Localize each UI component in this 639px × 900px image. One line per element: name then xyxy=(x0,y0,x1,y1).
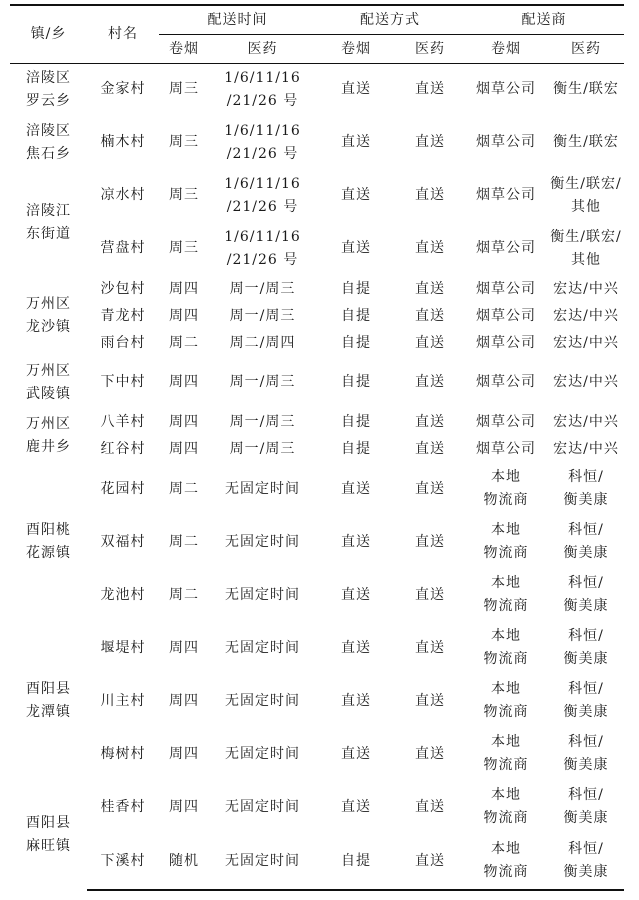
supplier-cigarette-cell-line: 物流商 xyxy=(483,704,529,720)
supplier-cigarette-cell-line: 物流商 xyxy=(483,598,529,614)
method-medicine-cell: 直送 xyxy=(415,81,445,98)
village-cell: 青龙村 xyxy=(100,307,146,324)
time-cigarette-cell: 周四 xyxy=(169,280,199,297)
time-cigarette-cell: 周四 xyxy=(169,307,199,324)
time-cigarette-cell: 随机 xyxy=(159,834,209,890)
supplier-cigarette-cell-line: 烟草公司 xyxy=(476,81,536,98)
method-medicine-cell: 直送 xyxy=(415,187,445,203)
time-medicine-cell-line: /21/26 号 xyxy=(226,92,299,109)
time-cigarette-cell: 周三 xyxy=(169,134,199,150)
town-cell-line: 酉阳县 xyxy=(26,681,71,697)
village-cell: 营盘村 xyxy=(100,240,146,256)
method-cigarette-cell: 直送 xyxy=(341,533,371,550)
supplier-medicine-cell-line: 衡生/联宏/ xyxy=(550,175,622,192)
time-cigarette-cell: 周四 xyxy=(169,440,199,457)
town-cell xyxy=(10,781,87,890)
time-medicine-cell-line: /21/26 号 xyxy=(226,251,299,268)
supplier-medicine-cell-line: 衡美康 xyxy=(563,864,609,880)
supplier-cigarette-cell-line: 烟草公司 xyxy=(476,440,536,457)
time-medicine-cell xyxy=(209,781,316,834)
village-cell: 红谷村 xyxy=(100,440,146,457)
time-medicine-cell-line: /21/26 号 xyxy=(226,198,299,215)
method-cigarette-cell: 自提 xyxy=(341,374,371,390)
supplier-medicine-cell xyxy=(548,781,624,834)
method-medicine-cell: 直送 xyxy=(415,413,445,430)
supplier-cigarette-cell-line: 烟草公司 xyxy=(476,374,536,390)
supplier-medicine-cell xyxy=(548,303,624,330)
time-cigarette-cell: 周二 xyxy=(169,334,199,351)
village-cell: 龙池村 xyxy=(100,586,146,603)
time-medicine-cell-line: 无固定时间 xyxy=(225,745,300,762)
time-medicine-cell xyxy=(209,222,316,276)
supplier-medicine-cell xyxy=(548,834,624,890)
supplier-medicine-cell xyxy=(548,222,624,276)
supplier-medicine-cell-line: 科恒/ xyxy=(568,734,604,750)
subheader-method-medicine: 医药 xyxy=(396,35,464,64)
supplier-medicine-cell xyxy=(548,436,624,463)
method-medicine-cell: 直送 xyxy=(415,586,445,603)
time-cigarette-cell: 周三 xyxy=(169,187,199,203)
supplier-cigarette-cell xyxy=(464,276,548,303)
supplier-medicine-cell-line: 宏达/中兴 xyxy=(553,413,619,430)
supplier-cigarette-cell-line: 本地 xyxy=(491,681,521,697)
supplier-cigarette-cell-line: 烟草公司 xyxy=(476,240,536,256)
supplier-medicine-cell-line: 科恒/ xyxy=(568,522,604,538)
time-medicine-cell xyxy=(209,834,316,890)
method-medicine-cell: 直送 xyxy=(415,334,445,351)
method-medicine-cell: 直送 xyxy=(396,834,464,890)
supplier-medicine-cell xyxy=(548,116,624,170)
time-cigarette-cell: 周三 xyxy=(169,81,199,98)
supplier-cigarette-cell-line: 物流商 xyxy=(483,810,529,826)
town-cell xyxy=(10,463,87,622)
village-cell: 八羊村 xyxy=(100,413,146,430)
supplier-cigarette-cell-line: 烟草公司 xyxy=(476,307,536,324)
time-cigarette-cell: 周二 xyxy=(169,480,199,497)
supplier-cigarette-cell-line: 物流商 xyxy=(483,651,529,667)
method-cigarette-cell: 直送 xyxy=(341,187,371,203)
supplier-medicine-cell xyxy=(548,463,624,516)
village-cell: 川主村 xyxy=(100,692,146,709)
supplier-cigarette-cell-line: 本地 xyxy=(491,469,521,485)
time-medicine-cell xyxy=(209,64,316,116)
method-cigarette-cell: 直送 xyxy=(341,240,371,256)
supplier-medicine-cell-line: 宏达/中兴 xyxy=(553,374,619,390)
method-cigarette-cell: 自提 xyxy=(341,307,371,324)
town-cell-line: 东街道 xyxy=(26,225,71,242)
supplier-cigarette-cell xyxy=(464,436,548,463)
supplier-medicine-cell-line: 科恒/ xyxy=(568,575,604,591)
supplier-medicine-cell-line: 衡生/联宏/ xyxy=(550,228,622,245)
time-medicine-cell xyxy=(209,116,316,170)
header-town: 镇/乡 xyxy=(10,5,87,64)
method-medicine-cell: 直送 xyxy=(415,280,445,297)
supplier-cigarette-cell-line: 烟草公司 xyxy=(476,334,536,351)
method-medicine-cell: 直送 xyxy=(415,480,445,497)
supplier-cigarette-cell xyxy=(464,409,548,436)
town-cell-line: 万州区 xyxy=(26,296,71,312)
supplier-medicine-cell xyxy=(548,569,624,622)
supplier-medicine-cell-line: 宏达/中兴 xyxy=(553,440,619,457)
method-medicine-cell: 直送 xyxy=(415,639,445,656)
town-cell xyxy=(10,170,87,276)
table-row xyxy=(10,222,624,276)
time-medicine-cell xyxy=(209,409,316,436)
supplier-medicine-cell-line: 其他 xyxy=(571,198,601,215)
supplier-cigarette-cell-line: 本地 xyxy=(491,841,521,857)
time-cigarette-cell: 周三 xyxy=(169,240,199,256)
time-medicine-cell-line: 周一/周三 xyxy=(229,374,296,390)
supplier-cigarette-cell xyxy=(464,569,548,622)
table-row xyxy=(10,170,624,222)
town-cell-line: 焦石乡 xyxy=(26,145,71,162)
table-row xyxy=(10,357,624,409)
supplier-medicine-cell-line: 科恒/ xyxy=(568,841,604,857)
village-cell: 堰堤村 xyxy=(100,639,146,656)
supplier-medicine-cell-line: 衡美康 xyxy=(563,757,609,773)
village-cell: 金家村 xyxy=(100,81,146,98)
method-cigarette-cell: 直送 xyxy=(341,480,371,497)
supplier-cigarette-cell xyxy=(464,170,548,222)
town-cell-line: 罗云乡 xyxy=(26,92,71,109)
time-medicine-cell xyxy=(209,569,316,622)
town-cell-line: 万州区 xyxy=(26,415,71,432)
village-cell: 雨台村 xyxy=(100,334,146,351)
method-cigarette-cell: 直送 xyxy=(341,745,371,762)
town-cell xyxy=(10,116,87,170)
town-cell xyxy=(10,357,87,409)
table-row xyxy=(10,569,624,622)
supplier-cigarette-cell-line: 烟草公司 xyxy=(476,134,536,150)
supplier-medicine-cell-line: 科恒/ xyxy=(568,681,604,697)
time-cigarette-cell: 周四 xyxy=(169,745,199,762)
header-delivery-method: 配送方式 xyxy=(316,5,464,35)
supplier-cigarette-cell-line: 物流商 xyxy=(483,757,529,773)
village-cell: 沙包村 xyxy=(100,280,146,297)
supplier-medicine-cell xyxy=(548,622,624,675)
method-cigarette-cell: 自提 xyxy=(341,280,371,297)
method-medicine-cell: 直送 xyxy=(415,134,445,150)
supplier-cigarette-cell xyxy=(464,357,548,409)
method-medicine-cell: 直送 xyxy=(415,240,445,256)
time-medicine-cell-line: 无固定时间 xyxy=(225,798,300,815)
table-row xyxy=(10,303,624,330)
table-row xyxy=(10,781,624,834)
supplier-medicine-cell xyxy=(548,675,624,728)
table-row xyxy=(10,409,624,436)
village-cell: 桂香村 xyxy=(100,798,146,815)
supplier-medicine-cell-line: 衡美康 xyxy=(563,492,609,508)
supplier-medicine-cell-line: 衡美康 xyxy=(563,545,609,561)
supplier-medicine-cell xyxy=(548,728,624,781)
village-cell: 双福村 xyxy=(100,533,146,550)
method-cigarette-cell: 自提 xyxy=(316,834,396,890)
town-cell-line: 龙潭镇 xyxy=(26,704,71,720)
method-cigarette-cell: 直送 xyxy=(341,639,371,656)
supplier-medicine-cell-line: 宏达/中兴 xyxy=(553,280,619,297)
town-cell xyxy=(10,409,87,463)
time-medicine-cell xyxy=(209,728,316,781)
method-cigarette-cell: 直送 xyxy=(341,586,371,603)
method-cigarette-cell: 直送 xyxy=(341,692,371,709)
supplier-cigarette-cell xyxy=(464,675,548,728)
supplier-cigarette-cell xyxy=(464,64,548,116)
time-medicine-cell xyxy=(209,357,316,409)
time-medicine-cell-line: 无固定时间 xyxy=(225,639,300,656)
supplier-medicine-cell xyxy=(548,409,624,436)
town-cell-line: 涪陵区 xyxy=(26,122,71,139)
time-cigarette-cell: 周四 xyxy=(169,692,199,709)
time-medicine-cell-line: 无固定时间 xyxy=(225,586,300,603)
supplier-medicine-cell xyxy=(548,170,624,222)
village-cell: 下溪村 xyxy=(87,834,159,890)
town-cell xyxy=(10,622,87,781)
supplier-cigarette-cell-line: 本地 xyxy=(491,522,521,538)
table-row xyxy=(10,728,624,781)
table-row xyxy=(10,276,624,303)
time-medicine-cell-line: 周一/周三 xyxy=(229,280,296,297)
town-cell-line: 涪陵江 xyxy=(26,202,71,219)
table-row xyxy=(10,64,624,116)
method-medicine-cell: 直送 xyxy=(415,798,445,815)
town-cell-line: 酉阳县 xyxy=(26,815,71,831)
subheader-method-cigarette: 卷烟 xyxy=(316,35,396,64)
town-cell-line: 万州区 xyxy=(26,362,71,379)
time-medicine-cell-line: 无固定时间 xyxy=(225,852,300,869)
header-delivery-time: 配送时间 xyxy=(159,5,316,35)
method-cigarette-cell: 自提 xyxy=(341,334,371,351)
table-row xyxy=(10,834,624,890)
village-cell: 凉水村 xyxy=(100,187,146,203)
time-medicine-cell xyxy=(209,276,316,303)
time-medicine-cell-line: 无固定时间 xyxy=(225,692,300,709)
time-cigarette-cell: 周二 xyxy=(169,586,199,603)
table-row xyxy=(10,116,624,170)
supplier-medicine-cell xyxy=(548,64,624,116)
supplier-medicine-cell-line: 衡生/联宏 xyxy=(553,81,619,98)
supplier-cigarette-cell xyxy=(464,116,548,170)
town-cell-line: 麻旺镇 xyxy=(26,838,71,854)
method-cigarette-cell: 自提 xyxy=(341,413,371,430)
supplier-cigarette-cell xyxy=(464,303,548,330)
time-medicine-cell-line: /21/26 号 xyxy=(226,145,299,162)
method-cigarette-cell: 直送 xyxy=(341,81,371,98)
time-medicine-cell xyxy=(209,330,316,357)
time-cigarette-cell: 周二 xyxy=(169,533,199,550)
supplier-cigarette-cell xyxy=(464,622,548,675)
method-cigarette-cell: 自提 xyxy=(341,440,371,457)
time-medicine-cell xyxy=(209,303,316,330)
table-row xyxy=(10,463,624,516)
supplier-medicine-cell-line: 宏达/中兴 xyxy=(553,334,619,351)
town-cell-line: 涪陵区 xyxy=(26,69,71,86)
supplier-medicine-cell xyxy=(548,357,624,409)
supplier-cigarette-cell-line: 本地 xyxy=(491,734,521,750)
supplier-cigarette-cell xyxy=(464,781,548,834)
village-cell: 楠木村 xyxy=(100,134,146,150)
village-cell: 下中村 xyxy=(100,374,146,390)
supplier-cigarette-cell-line: 物流商 xyxy=(483,864,529,880)
supplier-medicine-cell xyxy=(548,330,624,357)
supplier-medicine-cell-line: 衡美康 xyxy=(563,651,609,667)
time-cigarette-cell: 周四 xyxy=(169,639,199,656)
supplier-medicine-cell xyxy=(548,276,624,303)
time-medicine-cell-line: 周一/周三 xyxy=(229,413,296,430)
table-body xyxy=(10,64,624,890)
method-medicine-cell: 直送 xyxy=(415,745,445,762)
town-cell-line: 酉阳桃 xyxy=(26,522,71,538)
supplier-medicine-cell-line: 衡美康 xyxy=(563,704,609,720)
supplier-cigarette-cell-line: 烟草公司 xyxy=(476,280,536,297)
method-medicine-cell: 直送 xyxy=(415,307,445,324)
method-medicine-cell: 直送 xyxy=(415,374,445,390)
method-cigarette-cell: 直送 xyxy=(341,134,371,150)
table-row xyxy=(10,622,624,675)
supplier-cigarette-cell xyxy=(464,222,548,276)
town-cell-line: 花源镇 xyxy=(26,545,71,561)
time-medicine-cell-line: 1/6/11/16 xyxy=(224,122,301,139)
method-medicine-cell: 直送 xyxy=(415,692,445,709)
supplier-medicine-cell-line: 科恒/ xyxy=(568,628,604,644)
town-cell-line: 鹿井乡 xyxy=(26,438,71,455)
time-medicine-cell xyxy=(209,516,316,569)
time-medicine-cell xyxy=(209,463,316,516)
time-medicine-cell-line: 周二/周四 xyxy=(229,334,296,351)
time-medicine-cell xyxy=(209,170,316,222)
supplier-medicine-cell-line: 其他 xyxy=(571,251,601,268)
header-supplier: 配送商 xyxy=(464,5,624,35)
header-row-top xyxy=(10,5,624,35)
subheader-supplier-cigarette: 卷烟 xyxy=(464,35,548,64)
table-row xyxy=(10,436,624,463)
supplier-cigarette-cell xyxy=(464,516,548,569)
supplier-cigarette-cell xyxy=(464,330,548,357)
supplier-cigarette-cell xyxy=(464,728,548,781)
town-cell xyxy=(10,64,87,116)
table-row xyxy=(10,675,624,728)
time-medicine-cell-line: 周一/周三 xyxy=(229,307,296,324)
supplier-medicine-cell-line: 衡美康 xyxy=(563,810,609,826)
time-medicine-cell-line: 1/6/11/16 xyxy=(224,228,301,245)
supplier-medicine-cell xyxy=(548,516,624,569)
supplier-cigarette-cell xyxy=(464,463,548,516)
village-cell: 梅树村 xyxy=(100,745,146,762)
table-row xyxy=(10,516,624,569)
supplier-cigarette-cell xyxy=(464,834,548,890)
supplier-cigarette-cell-line: 烟草公司 xyxy=(476,413,536,430)
supplier-cigarette-cell-line: 本地 xyxy=(491,787,521,803)
time-medicine-cell-line: 1/6/11/16 xyxy=(224,175,301,192)
time-cigarette-cell: 周四 xyxy=(169,374,199,390)
supplier-medicine-cell-line: 衡生/联宏 xyxy=(553,134,619,150)
subheader-time-medicine: 医药 xyxy=(209,35,316,64)
table-row xyxy=(10,330,624,357)
supplier-medicine-cell-line: 衡美康 xyxy=(563,598,609,614)
header-village: 村名 xyxy=(87,5,159,64)
supplier-cigarette-cell-line: 本地 xyxy=(491,575,521,591)
supplier-cigarette-cell-line: 烟草公司 xyxy=(476,187,536,203)
town-cell-line: 龙沙镇 xyxy=(26,319,71,335)
supplier-cigarette-cell-line: 物流商 xyxy=(483,545,529,561)
town-cell-line: 武陵镇 xyxy=(26,385,71,402)
time-medicine-cell-line: 无固定时间 xyxy=(225,480,300,497)
time-medicine-cell xyxy=(209,622,316,675)
subheader-supplier-medicine: 医药 xyxy=(548,35,624,64)
supplier-cigarette-cell-line: 本地 xyxy=(491,628,521,644)
subheader-time-cigarette: 卷烟 xyxy=(159,35,209,64)
delivery-table xyxy=(10,4,624,891)
time-medicine-cell xyxy=(209,675,316,728)
time-medicine-cell-line: 周一/周三 xyxy=(229,440,296,457)
time-cigarette-cell: 周四 xyxy=(169,798,199,815)
method-medicine-cell: 直送 xyxy=(415,533,445,550)
supplier-cigarette-cell-line: 物流商 xyxy=(483,492,529,508)
town-cell xyxy=(10,276,87,357)
supplier-medicine-cell-line: 科恒/ xyxy=(568,787,604,803)
time-medicine-cell xyxy=(209,436,316,463)
village-cell: 花园村 xyxy=(100,480,146,497)
time-medicine-cell-line: 无固定时间 xyxy=(225,533,300,550)
supplier-medicine-cell-line: 科恒/ xyxy=(568,469,604,485)
supplier-medicine-cell-line: 宏达/中兴 xyxy=(553,307,619,324)
time-cigarette-cell: 周四 xyxy=(169,413,199,430)
time-medicine-cell-line: 1/6/11/16 xyxy=(224,69,301,86)
method-cigarette-cell: 直送 xyxy=(341,798,371,815)
method-medicine-cell: 直送 xyxy=(415,440,445,457)
